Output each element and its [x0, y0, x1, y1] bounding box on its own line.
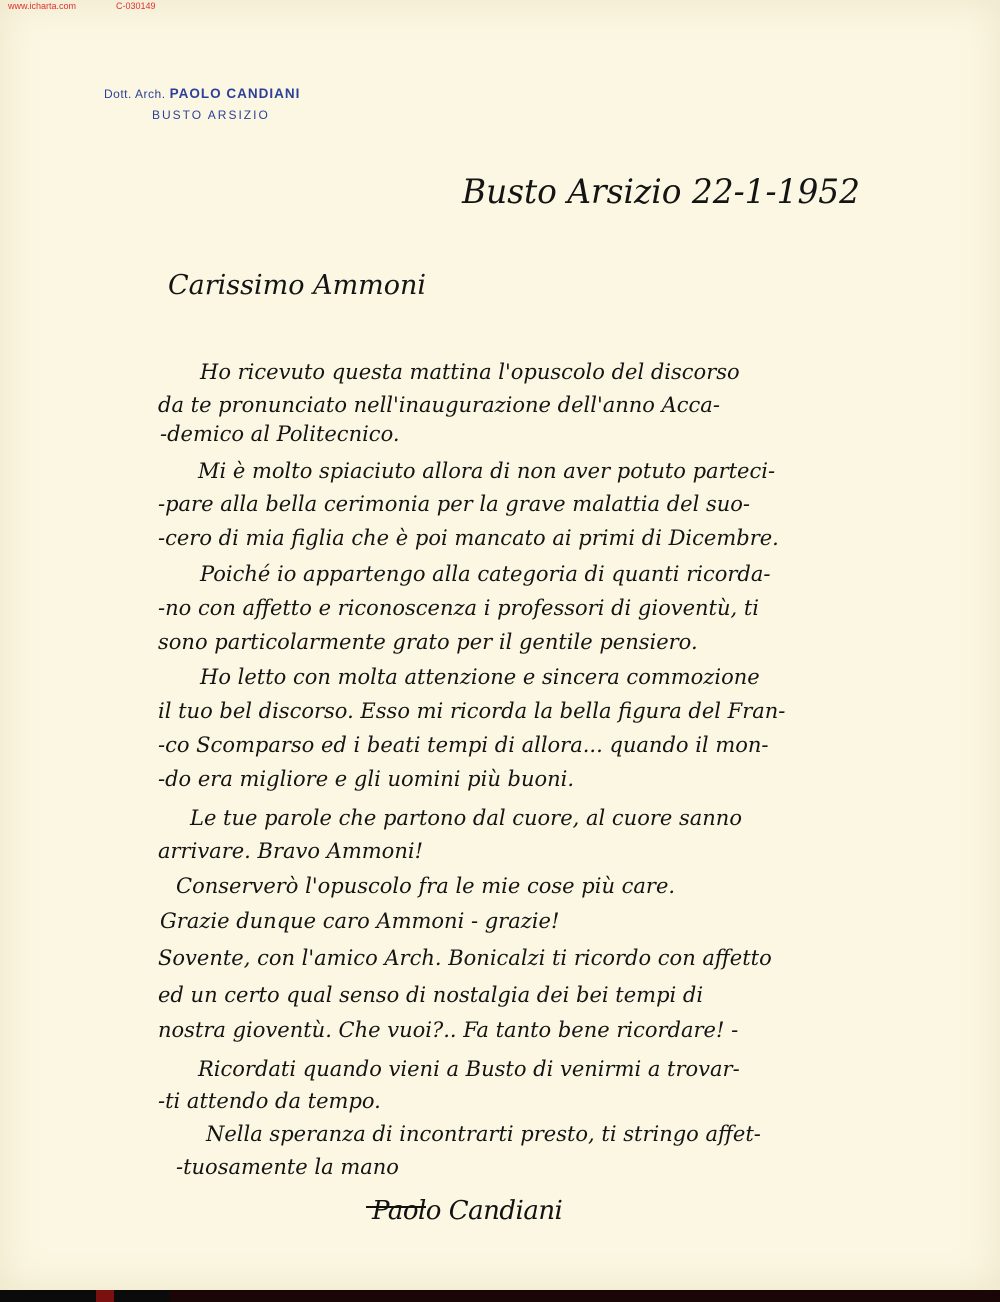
letterhead-city: BUSTO ARSIZIO: [152, 108, 270, 122]
letterhead-title: Dott. Arch.: [104, 87, 166, 101]
letter-line: Mi è molto spiaciuto allora di non aver potuto parteci-: [198, 459, 776, 483]
letter-line: Grazie dunque caro Ammoni - grazie!: [160, 909, 560, 933]
letter-line: -tuosamente la mano: [176, 1155, 399, 1179]
footer-accent-right: [170, 1290, 1000, 1302]
letter-line: -do era migliore e gli uomini più buoni.: [158, 767, 575, 791]
letter-line: il tuo bel discorso. Esso mi ricorda la bella figura del Fran-: [158, 699, 786, 723]
letter-line: da te pronunciato nell'inaugurazione dell'anno Acca-: [158, 393, 720, 417]
letter-line: -demico al Politecnico.: [160, 422, 400, 446]
footer-site-link[interactable]: www.icharta.com: [8, 1, 77, 11]
letter-line: -ti attendo da tempo.: [158, 1089, 381, 1113]
letter-line: arrivare. Bravo Ammoni!: [158, 839, 424, 863]
letter-line: -co Scomparso ed i beati tempi di allora... quando il mon-: [158, 733, 769, 757]
letter-line: -no con affetto e riconoscenza i professori di gioventù, ti: [158, 596, 760, 620]
letter-line: ed un certo qual senso di nostalgia dei bei tempi di: [158, 983, 704, 1007]
letter-line: -cero di mia figlia che è poi mancato ai primi di Dicembre.: [158, 526, 779, 550]
letter-line: Ricordati quando vieni a Busto di venirmi a trovar-: [198, 1057, 740, 1081]
letter-line: Ho letto con molta attenzione e sincera commozione: [200, 665, 760, 689]
letter-line: -pare alla bella cerimonia per la grave malattia del suo-: [158, 492, 751, 516]
letter-line: Conserverò l'opuscolo fra le mie cose più care.: [176, 874, 676, 898]
letterhead-name-line: [104, 86, 364, 101]
footer-accent-left: [96, 1290, 114, 1302]
letterhead: [104, 86, 364, 122]
letter-line: Sovente, con l'amico Arch. Bonicalzi ti ricordo con affetto: [158, 946, 772, 970]
salutation: Carissimo Ammoni: [168, 270, 427, 301]
letter-line: Poiché io appartengo alla categoria di quanti ricorda-: [200, 562, 771, 586]
letter-line: Nella speranza di incontrarti presto, ti stringo affet-: [206, 1122, 761, 1146]
letter-line: nostra gioventù. Che vuoi?.. Fa tanto bene ricordare! -: [158, 1018, 739, 1042]
letterhead-name: PAOLO CANDIANI: [169, 86, 301, 101]
signature: Paolo Candiani: [372, 1196, 563, 1226]
letter-line: Le tue parole che partono dal cuore, al cuore sanno: [190, 806, 742, 830]
letter-date: Busto Arsizio 22-1-1952: [462, 172, 861, 212]
letter-line: Ho ricevuto questa mattina l'opuscolo del discorso: [200, 360, 740, 384]
footer-code: C-030149: [116, 1, 156, 11]
letter-line: sono particolarmente grato per il gentile pensiero.: [158, 630, 698, 654]
